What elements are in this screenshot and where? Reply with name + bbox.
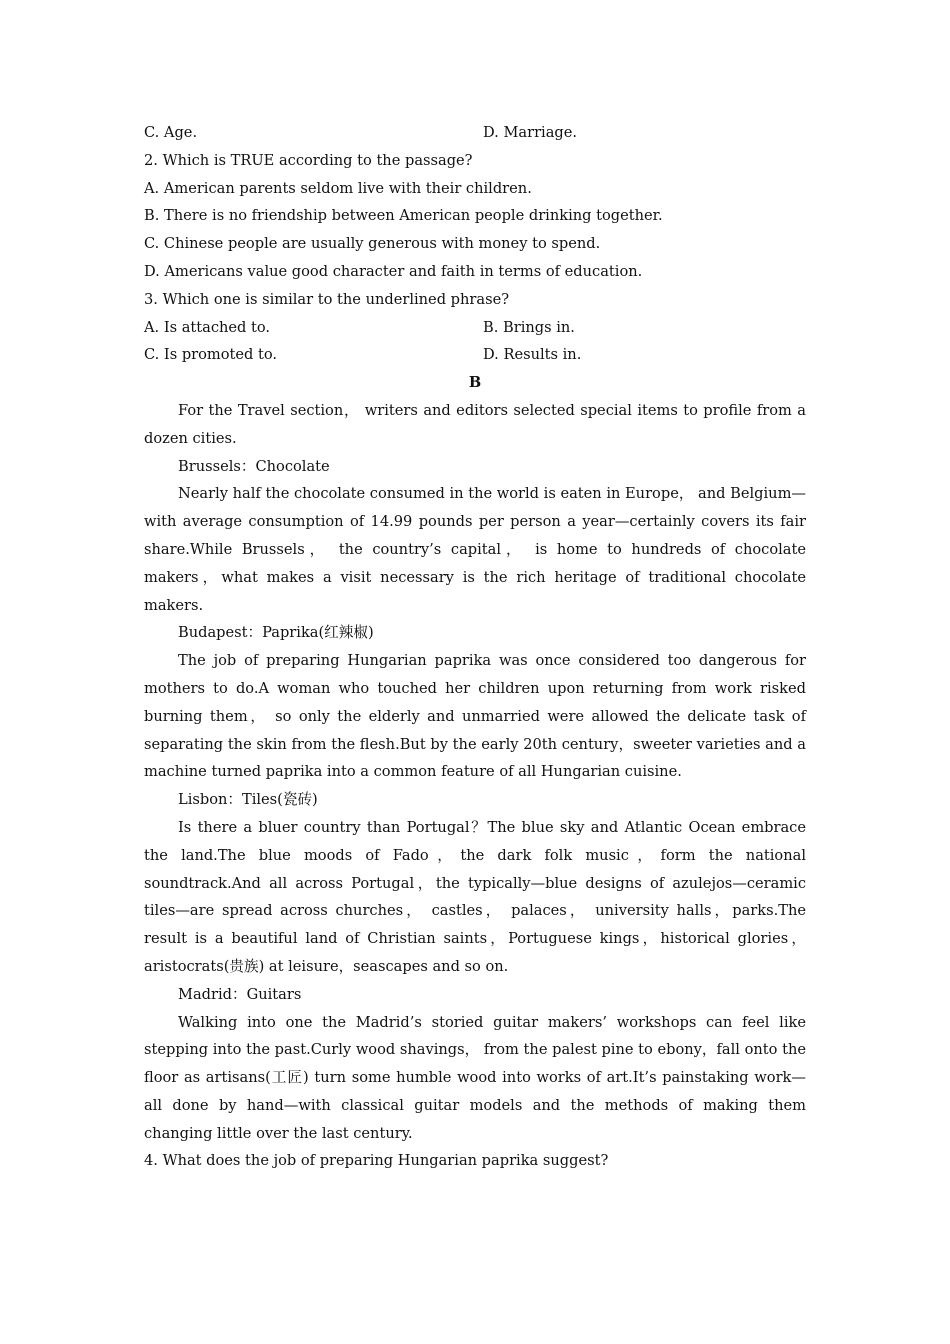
item-text-brussels: Nearly half the chocolate consumed in the world is eaten in Europe， and Belgium—with average consumption of 14.99 pounds per person a year—certainly covers its fair share.While Brussels， the country’s capital， is home to hundreds of chocolate makers，what makes a visit necessary is the rich heritage of traditional chocolate makers. [144, 485, 807, 614]
q3-option-c: C. Is promoted to. [144, 346, 278, 364]
item-title-madrid: Madrid：Guitars [178, 985, 302, 1003]
item-text-budapest: The job of preparing Hungarian paprika was once considered too dangerous for mothers to do.A woman who touched her children upon returning from work risked burning them， so only the elderly and unmarried were allowed the delicate task of separating the skin from the flesh.But by the early 20th century，sweeter varieties and a machine turned paprika into a common feature of all Hungarian cuisine. [144, 652, 806, 781]
q3-stem: 3. Which one is similar to the underlined phrase? [144, 290, 510, 308]
item-title-brussels: Brussels：Chocolate [178, 457, 330, 475]
item-title-lisbon: Lisbon：Tiles(瓷砖) [178, 791, 318, 809]
document-page [144, 119, 806, 1175]
item-body-budapest [144, 647, 806, 786]
intro-text: For the Travel section， writers and editors selected special items to profile from a dozen cities. [144, 401, 806, 447]
item-body-brussels [144, 480, 806, 619]
q2-option-b: B. There is no friendship between American people drinking together. [144, 207, 663, 225]
section-heading: B [468, 374, 482, 392]
item-text-madrid: Walking into one the Madrid’s storied guitar makers’ workshops can feel like stepping into the past.Curly wood shavings， from the palest pine to ebony，fall onto the floor as artisans(工匠) turn some humble wood into works of art.It’s painstaking work—all done by hand—with classical guitar models and the methods of making them changing little over the last century. [144, 1013, 806, 1142]
item-body-madrid [144, 1009, 806, 1148]
q2-option-c: C. Chinese people are usually generous with money to spend. [144, 235, 601, 253]
q2-option-a: A. American parents seldom live with their children. [144, 179, 532, 197]
q3-options-ab [144, 314, 806, 342]
q3-options-cd [144, 341, 806, 369]
item-body-lisbon [144, 814, 806, 981]
q3-option-a: A. Is attached to. [144, 318, 271, 336]
item-text-lisbon: Is there a bluer country than Portugal？The blue sky and Atlantic Ocean embrace the land.The blue moods of Fado，the dark folk music，form the national soundtrack.And all across Portugal，the typically—blue designs of azulejos—ceramic tiles—are spread across churches， castles， palaces， university halls，parks.The result is a beautiful land of Christian saints，Portuguese kings，historical glories，aristocrats(贵族) at leisure，seascapes and so on. [144, 818, 806, 975]
q1-option-d: D. Marriage. [483, 124, 578, 141]
q2-option-d: D. Americans value good character and faith in terms of education. [144, 262, 643, 280]
section-intro [144, 397, 806, 453]
q1-options-cd [144, 119, 806, 147]
q3-option-b: B. Brings in. [483, 318, 575, 336]
q4-stem: 4. What does the job of preparing Hungarian paprika suggest? [144, 1152, 609, 1170]
item-title-budapest: Budapest：Paprika(红辣椒) [178, 624, 374, 642]
q2-stem: 2. Which is TRUE according to the passage? [144, 151, 473, 169]
q1-option-c: C. Age. [144, 124, 198, 141]
q3-option-d: D. Results in. [483, 346, 582, 364]
